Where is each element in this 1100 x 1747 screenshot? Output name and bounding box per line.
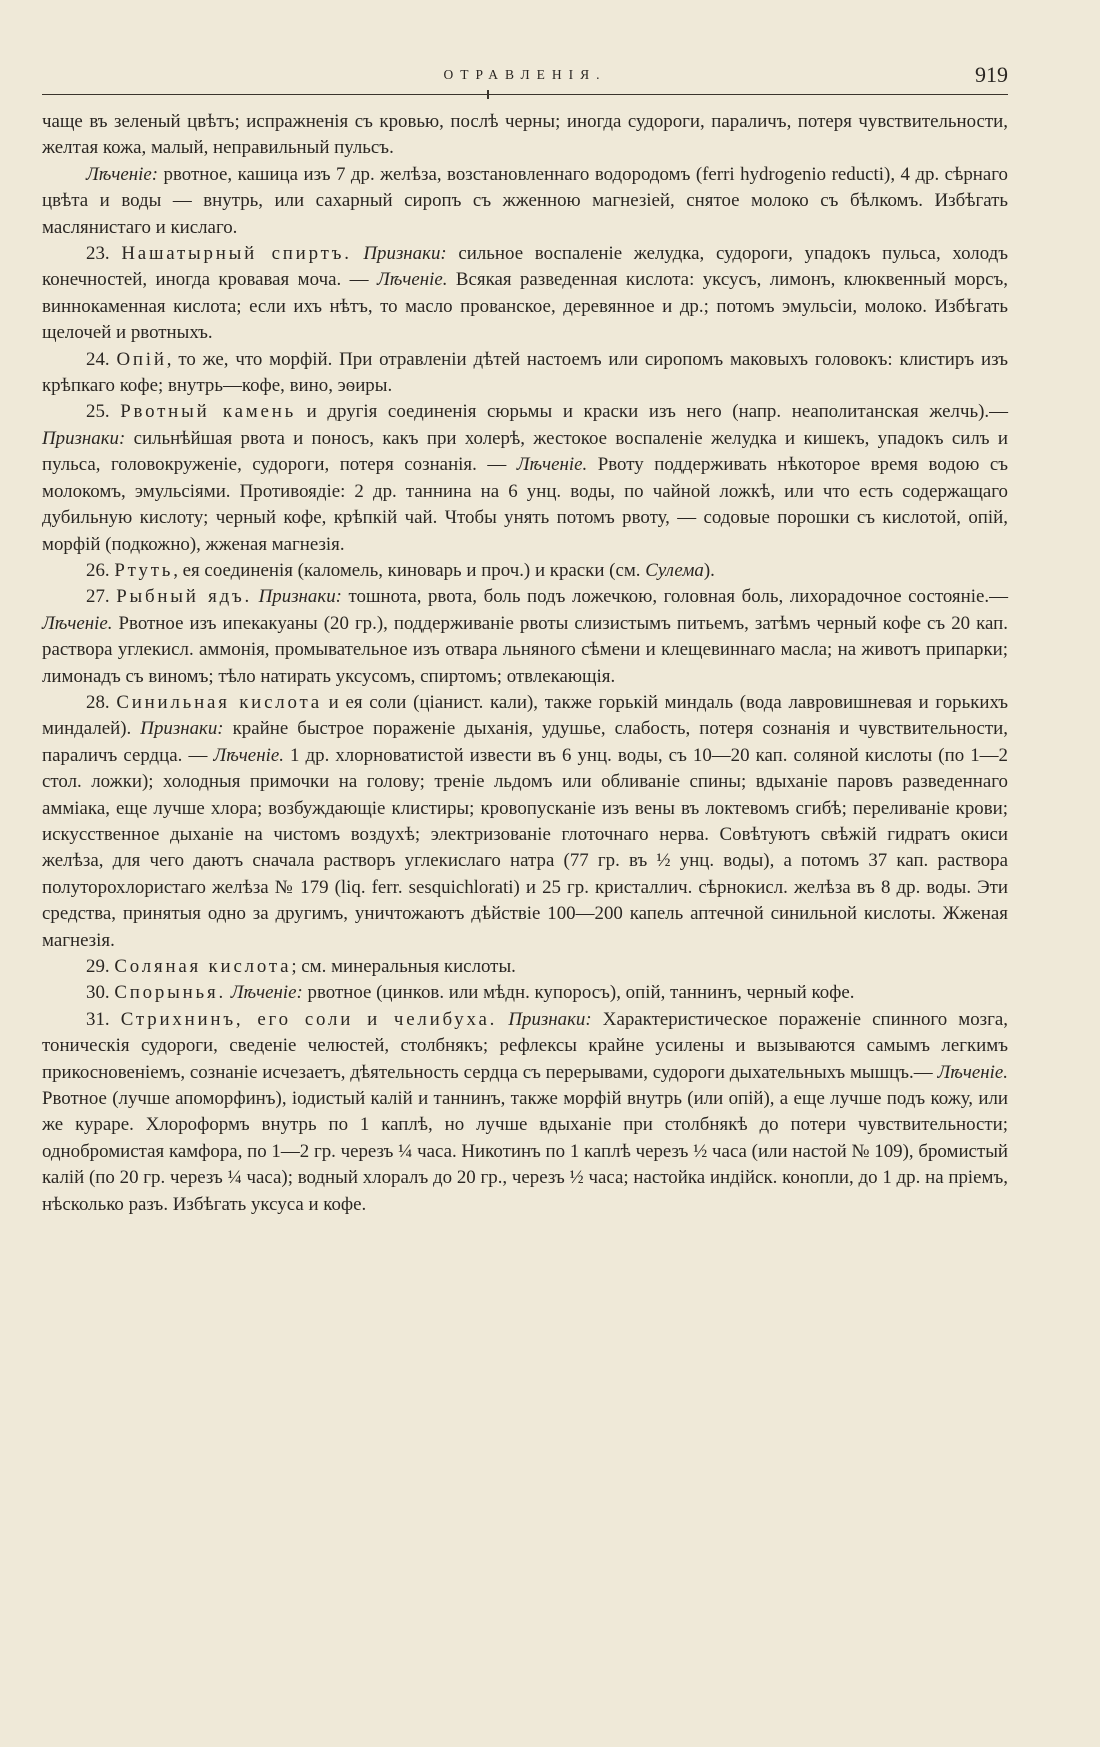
paragraph xyxy=(42,690,1008,954)
text-run: сильное воспаленіе желудка, судороги, упадокъ пульса, холодъ конечностей, иногда кровавая моча. — xyxy=(42,243,1008,291)
entry-heading: Соляная кислота xyxy=(114,956,292,977)
text-run xyxy=(352,243,364,264)
text-run: ). xyxy=(703,559,715,581)
text-run: 24. xyxy=(86,348,117,370)
page-header xyxy=(42,58,1008,95)
text-run: 30. xyxy=(86,982,115,1004)
entry-heading: Рыбный ядъ. xyxy=(116,586,253,608)
italic-label: Признаки: xyxy=(363,243,447,265)
header-rule-mark xyxy=(487,90,489,99)
text-run: 27. xyxy=(86,586,117,608)
italic-label: Лѣченіе. xyxy=(516,454,588,476)
text-run xyxy=(252,586,259,607)
text-run: , то же, что морфій. При отравленіи дѣтей настоемъ или сиропомъ маковыхъ головокъ: клистиръ изъ крѣпкаго кофе; внутрь—кофе, вино, эѳиры. xyxy=(42,348,1008,397)
text-run: рвотное (цинков. или мѣдн. купоросъ), опій, таннинъ, черный кофе. xyxy=(302,982,855,1004)
running-title: ОТРАВЛЕНІЯ. xyxy=(443,67,607,82)
text-run: 26. xyxy=(86,559,115,581)
page-number: 919 xyxy=(975,62,1008,87)
entry-heading: Синильная кислота xyxy=(116,691,322,713)
paragraph xyxy=(42,584,1008,690)
italic-label: Лѣченіе: xyxy=(86,163,159,185)
text-run: 29. xyxy=(86,956,115,977)
italic-label: Признаки: xyxy=(508,1008,592,1030)
paragraph xyxy=(42,109,1008,162)
paragraph xyxy=(42,162,1008,241)
entry-heading: Спорынья. xyxy=(114,982,226,1004)
text-run: тошнота, рвота, боль подъ ложечкою, головная боль, лихорадочное состояніе.— xyxy=(341,586,1008,608)
text-run: Рвоту поддерживать нѣкоторое время водою съ молокомъ, эмульсіями. Противоядіе: 2 др. таннина на 6 унц. воды, по чайной ложкѣ, или что есть содержащаго дубильную кислоту; черный кофе, крѣпкій чай. Чтобы унять потомъ рвоту, — содовые порошки съ кислотой, опій, морфій (подкожно), жженая магнезія. xyxy=(42,454,1008,555)
paragraph xyxy=(42,980,1008,1006)
italic-label: Лѣченіе. xyxy=(213,744,284,766)
text-run: 31. xyxy=(86,1008,121,1030)
text-run: 23. xyxy=(86,243,122,265)
paragraph xyxy=(42,241,1008,347)
italic-label: Признаки: xyxy=(258,586,342,608)
italic-label: Признаки: xyxy=(42,427,126,449)
text-run: ; см. минеральныя кислоты. xyxy=(291,956,516,977)
text-run: 28. xyxy=(86,691,117,713)
text-run: и другія соединенія сюрьмы и краски изъ него (напр. неаполитанская желчь).— xyxy=(296,401,1008,423)
entry-heading: Опій xyxy=(116,348,167,370)
italic-label: Лѣченіе: xyxy=(230,982,303,1004)
text-run: Всякая разведенная кислота: уксусъ, лимонъ, клюквенный морсъ, виннокаменная кислота; если ихъ нѣтъ, то масло прованское, деревянное и др.; потомъ эмульсіи, молоко. Избѣгать щелочей и рвотныхъ. xyxy=(42,269,1008,344)
paragraph xyxy=(42,347,1008,400)
italic-label: Лѣченіе. xyxy=(42,612,113,634)
entry-heading: Ртуть xyxy=(114,559,174,581)
text-run: , ея соединенія (каломель, киноварь и проч.) и краски (см. xyxy=(173,559,646,581)
text-run: крайне быстрое пораженіе дыханія, удушье, слабость, потеря сознанія и чувствительности, параличъ сердца. — xyxy=(42,718,1008,766)
paragraph xyxy=(42,558,1008,584)
italic-label: Признаки: xyxy=(140,718,224,740)
text-run: Рвотное (лучше апоморфинъ), іодистый калій и таннинъ, также морфій внутрь (или опій), а еще лучше подъ кожу, или же кураре. Хлороформъ внутрь по 1 каплѣ, но лучше вдыханіе при столбнякѣ до потери чувствительности; однобромистая камфора, по 1—2 гр. черезъ ¼ часа. Никотинъ по 1 каплѣ черезъ ½ часа (или настой № 109), бромистый калій (по 20 гр. черезъ ¼ часа); водный хлоралъ до 20 гр., черезъ ½ часа; настойка индійск. конопли, до 1 др. на пріемъ, нѣсколько разъ. Избѣгать уксуса и кофе. xyxy=(42,1088,1008,1215)
text-run: 25. xyxy=(86,401,121,423)
entry-heading: Стрихнинъ, его соли и челибуха. xyxy=(120,1008,498,1030)
paragraph xyxy=(42,399,1008,557)
text-run xyxy=(497,1009,508,1030)
entry-heading: Нашатырный спиртъ. xyxy=(121,243,352,265)
paragraph xyxy=(42,1007,1008,1218)
text-run: и ея соли (ціанист. кали), также горькій миндаль (вода лавровишневая и горькихъ миндалей). xyxy=(42,691,1008,740)
text-run: рвотное, кашица изъ 7 др. желѣза, возстановленнаго водородомъ (ferri hydrogenio reducti), 4 др. сѣрнаго цвѣта и воды — внутрь, или сахарный сиропъ съ жженною магнезіей, снятое молоко съ бѣлкомъ. Избѣгать маслянистаго и кислаго. xyxy=(42,163,1008,238)
text-run: сильнѣйшая рвота и поносъ, какъ при холерѣ, жестокое воспаленіе желудка и кишекъ, упадокъ силъ и пульса, головокруженіе, судороги, потеря сознанія. — xyxy=(42,427,1008,476)
text-run: Рвотное изъ ипекакуаны (20 гр.), поддерживаніе рвоты слизистымъ питьемъ, затѣмъ черный кофе съ 20 кап. раствора углекисл. аммонія, промывательное изъ отвара льняного сѣмени и клещевиннаго масла; на животъ припарки; лимонадъ съ виномъ; тѣло натирать уксусомъ, спиртомъ; отвлекающія. xyxy=(42,612,1008,687)
entry-heading: Рвотный камень xyxy=(120,401,297,423)
italic-label: Лѣченіе. xyxy=(937,1061,1008,1083)
page-body-text xyxy=(42,95,1008,1218)
text-run: Характеристическое пораженіе спинного мозга, тоническія судороги, сведеніе челюстей, столбнякъ; рефлексы крайне усилены и вызываются самымъ легкимъ прикосновеніемъ, сознаніе исчезаетъ, дѣятельность сердца съ перерывами, судороги дыхательныхъ мышцъ.— xyxy=(42,1008,1008,1083)
italic-label: Лѣченіе. xyxy=(376,269,448,291)
italic-label: Сулема xyxy=(645,559,704,581)
text-run: чаще въ зеленый цвѣтъ; испражненія съ кровью, послѣ черны; иногда судороги, параличъ, потеря чувствительности, желтая кожа, малый, неправильный пульсъ. xyxy=(42,111,1008,159)
text-run: 1 др. хлорноватистой извести въ 6 унц. воды, съ 10—20 кап. соляной кислоты (по 1—2 стол. ложки); холодныя примочки на голову; треніе льдомъ или обливаніе спины; вдыханіе паровъ разведеннаго аммiака, еще лучше хлора; возбуждающіе клистиры; кровопусканіе изъ вены въ локтевомъ сгибѣ; переливаніе крови; искусственное дыханіе на чистомъ воздухѣ; электризованіе глоточнаго нерва. Совѣтуютъ свѣжій гидратъ окиси желѣза, для чего даютъ сначала растворъ углекислаго натра (77 гр. въ ½ унц. воды), а потомъ 37 кап. раствора полуторохлористаго желѣза № 179 (liq. ferr. sesquichlorati) и 25 гр. кристаллич. сѣрнокисл. желѣза въ 8 др. воды. Эти средства, принятыя одно за другимъ, уничтожаютъ дѣйствіе 100—200 капель аптечной синильной кислоты. Жженая магнезія. xyxy=(42,744,1008,951)
paragraph xyxy=(42,954,1008,980)
